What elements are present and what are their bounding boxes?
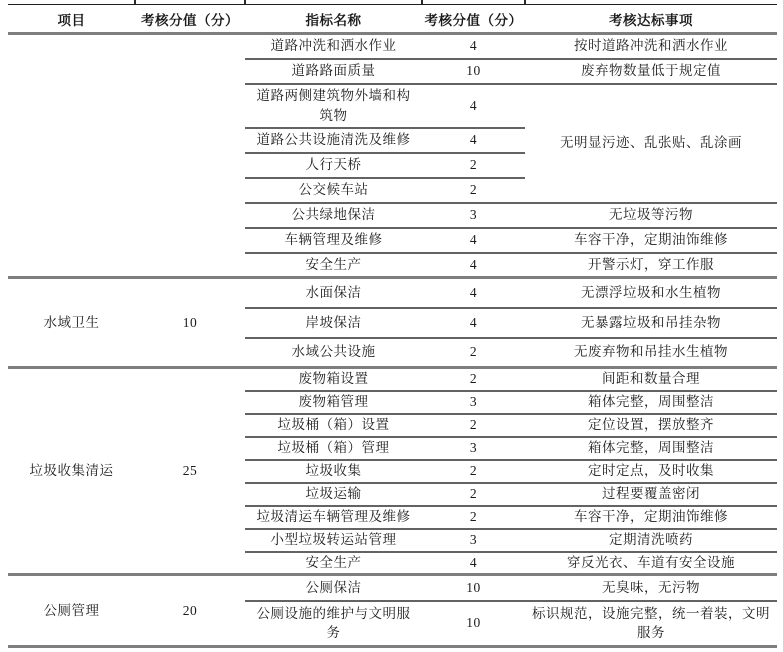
indicator-score-cell: 4	[422, 34, 525, 59]
indicator-cell: 垃圾桶（箱）设置	[245, 414, 422, 437]
project-cell: 水域卫生	[8, 278, 135, 368]
indicator-score-cell: 4	[422, 552, 525, 575]
indicator-cell: 道路公共设施清洗及维修	[245, 128, 422, 153]
indicator-cell: 公厕保洁	[245, 575, 422, 601]
project-cell: 垃圾收集清运	[8, 368, 135, 575]
project-cell	[8, 34, 135, 278]
indicator-score-cell: 2	[422, 153, 525, 178]
table-row	[8, 368, 777, 391]
indicator-score-cell: 10	[422, 575, 525, 601]
indicator-score-cell: 2	[422, 483, 525, 506]
indicator-cell: 道路路面质量	[245, 59, 422, 84]
criteria-cell: 无废弃物和吊挂水生植物	[525, 338, 777, 368]
indicator-cell: 水域公共设施	[245, 338, 422, 368]
indicator-score-cell: 3	[422, 529, 525, 552]
table-row	[8, 575, 777, 601]
indicator-cell: 小型垃圾转运站管理	[245, 529, 422, 552]
indicator-cell: 道路两侧建筑物外墙和构 筑物	[245, 84, 422, 128]
criteria-cell: 定时定点，及时收集	[525, 460, 777, 483]
indicator-cell: 岸坡保洁	[245, 308, 422, 338]
project-score-cell: 25	[135, 368, 245, 575]
criteria-cell: 穿反光衣、车道有安全设施	[525, 552, 777, 575]
header-project: 项目	[8, 5, 135, 34]
indicator-score-cell: 2	[422, 368, 525, 391]
criteria-cell: 无暴露垃圾和吊挂杂物	[525, 308, 777, 338]
criteria-cell: 无臭味，无污物	[525, 575, 777, 601]
criteria-cell: 无漂浮垃圾和水生植物	[525, 278, 777, 308]
indicator-score-cell: 3	[422, 203, 525, 228]
indicator-score-cell: 4	[422, 84, 525, 128]
header-indicator-score: 考核分值（分）	[422, 5, 525, 34]
header-row	[8, 5, 777, 34]
indicator-cell: 公共绿地保洁	[245, 203, 422, 228]
indicator-cell: 垃圾运输	[245, 483, 422, 506]
header-project-score: 考核分值（分）	[135, 5, 245, 34]
indicator-score-cell: 2	[422, 178, 525, 203]
indicator-cell: 水面保洁	[245, 278, 422, 308]
table-row	[8, 34, 777, 59]
indicator-score-cell: 4	[422, 278, 525, 308]
criteria-cell: 定位设置，摆放整齐	[525, 414, 777, 437]
criteria-cell: 过程要覆盖密闭	[525, 483, 777, 506]
criteria-cell: 定期清洗喷药	[525, 529, 777, 552]
criteria-cell: 开警示灯，穿工作服	[525, 253, 777, 278]
criteria-cell: 车容干净，定期油饰维修	[525, 228, 777, 253]
criteria-cell: 箱体完整，周围整洁	[525, 437, 777, 460]
indicator-score-cell: 2	[422, 506, 525, 529]
criteria-cell: 无明显污迹、乱张贴、乱涂画	[525, 84, 777, 203]
indicator-cell: 垃圾收集	[245, 460, 422, 483]
criteria-cell: 车容干净，定期油饰维修	[525, 506, 777, 529]
project-score-cell: 10	[135, 278, 245, 368]
indicator-cell: 废物箱管理	[245, 391, 422, 414]
criteria-cell: 废弃物数量低于规定值	[525, 59, 777, 84]
indicator-score-cell: 2	[422, 460, 525, 483]
indicator-cell: 人行天桥	[245, 153, 422, 178]
header-criteria: 考核达标事项	[525, 5, 777, 34]
indicator-score-cell: 2	[422, 414, 525, 437]
project-score-cell	[135, 34, 245, 278]
indicator-score-cell: 4	[422, 128, 525, 153]
indicator-score-cell: 3	[422, 391, 525, 414]
criteria-cell: 标识规范，设施完整，统一着装，文明 服务	[525, 601, 777, 647]
indicator-cell: 垃圾清运车辆管理及维修	[245, 506, 422, 529]
indicator-score-cell: 4	[422, 308, 525, 338]
indicator-cell: 公厕设施的维护与文明服 务	[245, 601, 422, 647]
indicator-cell: 道路冲洗和洒水作业	[245, 34, 422, 59]
table-row	[8, 278, 777, 308]
project-score-cell: 20	[135, 575, 245, 647]
indicator-cell: 公交候车站	[245, 178, 422, 203]
criteria-cell: 按时道路冲洗和洒水作业	[525, 34, 777, 59]
indicator-cell: 安全生产	[245, 552, 422, 575]
criteria-cell: 间距和数量合理	[525, 368, 777, 391]
indicator-score-cell: 10	[422, 59, 525, 84]
assessment-table	[8, 4, 777, 648]
indicator-score-cell: 10	[422, 601, 525, 647]
indicator-score-cell: 4	[422, 253, 525, 278]
indicator-score-cell: 2	[422, 338, 525, 368]
criteria-cell: 箱体完整，周围整洁	[525, 391, 777, 414]
indicator-cell: 垃圾桶（箱）管理	[245, 437, 422, 460]
project-cell: 公厕管理	[8, 575, 135, 647]
indicator-cell: 安全生产	[245, 253, 422, 278]
criteria-cell: 无垃圾等污物	[525, 203, 777, 228]
indicator-cell: 车辆管理及维修	[245, 228, 422, 253]
header-indicator: 指标名称	[245, 5, 422, 34]
indicator-cell: 废物箱设置	[245, 368, 422, 391]
indicator-score-cell: 4	[422, 228, 525, 253]
indicator-score-cell: 3	[422, 437, 525, 460]
